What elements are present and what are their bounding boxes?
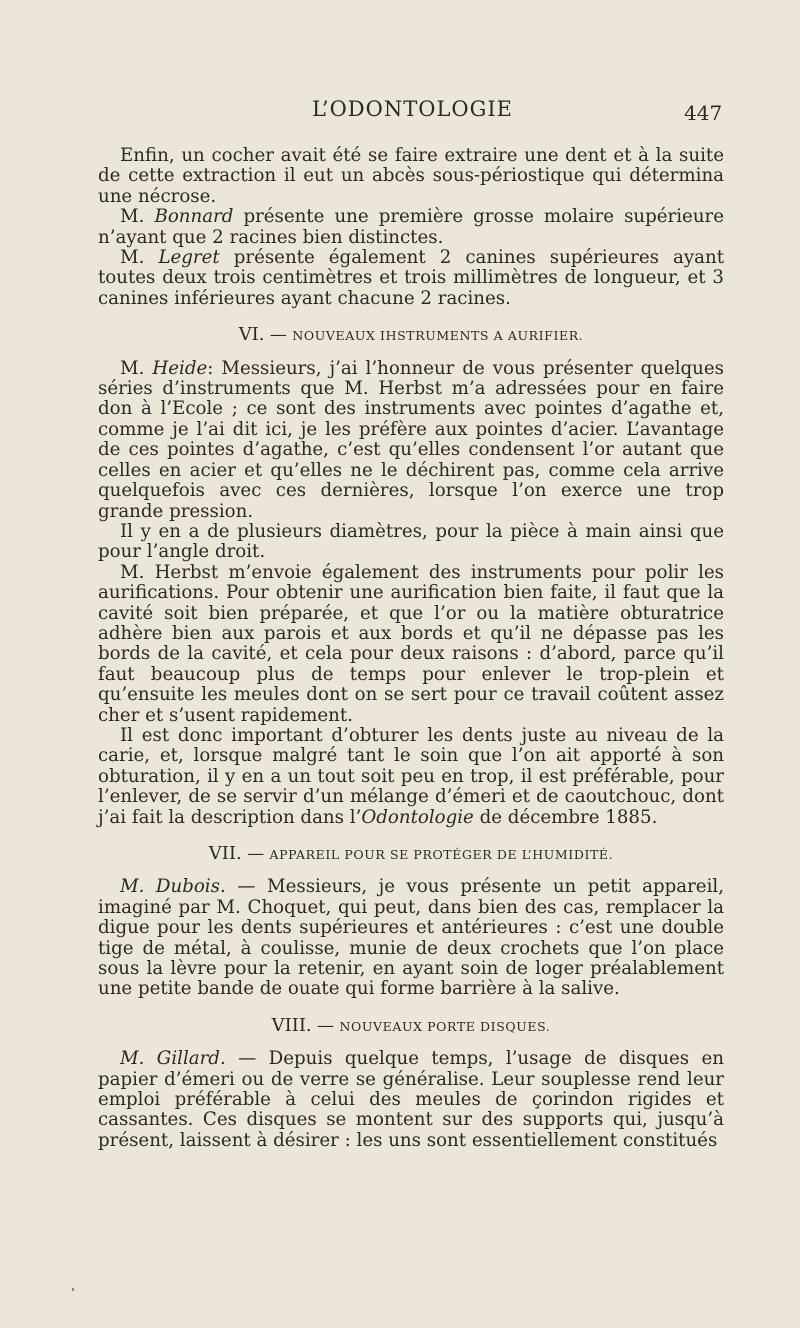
section-heading-vi [98,325,724,346]
section-title: NOUVEAUX PORTE DISQUES. [339,1018,551,1034]
speaker-name: M. Dubois. [120,876,226,898]
paragraph-herbst: M. Herbst m’envoie également des instruments pour polir les aurifications. Pour obtenir une aurification bien faite, il faut que la cavité soit bien préparée, et que l’or ou la matière obturatrice adhère bien aux parois et aux bords et qu’il ne dépasse pas les bords de la cavité, et cela pour deux raisons : d’abord, parce qu’il faut beaucoup plus de temps pour enlever le trop-plein et qu’ensuite les meules dont on se sert pour ce travail coûtent assez cher et s’usent rapidement. [98,561,724,726]
paragraph-bonnard [98,207,724,248]
section-heading-vii [98,844,724,865]
section-title: NOUVEAUX IHSTRUMENTS A AURIFIER. [292,328,584,344]
paragraph-obturer [98,726,724,828]
paragraph-text: — Depuis quelque temps, l’usage de disques en papier d’émeri ou de verre se généralise. Leur souplesse rend leur emploi préférable à celui des meules de çorindon rigides et cassantes. Ces disques se montent sur des supports qui, jusqu’à présent, laissent à désirer : les uns sont essentiellement constitués [98,1048,724,1151]
paragraph-suffix: de décembre 1885. [473,806,658,828]
section-dash: — [311,1015,340,1036]
paragraph-text: : Messieurs, j’ai l’honneur de vous présenter quelques séries d’instruments que M. Herbst m’a adressées pour en faire don à l’Ecole ; ce sont des instruments avec pointes d’agathe et, comme je l’ai dit ici, je les préfère aux pointes d’acier. L’avantage de ces pointes d’agathe, c’est qu’elles condensent l’or autant que celles en acier et qu’elles ne le déchirent pas, comme cela arrive quelquefois avec ces dernières, lorsque l’on exerce une trop grande pression. [98,357,724,522]
section-heading-viii [98,1016,724,1037]
paragraph-text: Il est donc important d’obturer les dents juste au niveau de la carie, et, lorsque malgré tant le soin que l’on ait apporté à son obturation, il y en a un tout soit peu en trop, il est préférable, pour l’enlever, de se servir d’un mélange d’émeri et de caoutchouc, dont j’ai fait la description dans l’ [98,724,724,828]
paragraph-gillard [98,1049,724,1151]
speaker-name: Heide [152,357,208,379]
paragraph-heide [98,359,724,522]
paragraph-text: présente une première grosse molaire supérieure n’ayant que 2 racines bien distinctes. [98,206,724,248]
paragraph-diametres: Il y en a de plusieurs diamètres, pour la pièce à main ainsi que pour l’angle droit. [98,520,724,563]
section-number: VI. [238,324,265,346]
body-text [98,146,724,1151]
speaker-prefix: M. [120,206,155,228]
section-dash: — [241,844,270,864]
page-number: 447 [684,101,723,125]
speaker-name: Bonnard [154,206,234,228]
section-title: APPAREIL POUR SE PROTÉGER DE L’HUMIDITÉ. [269,847,614,862]
page-header [0,97,800,127]
paragraph-text: — Messieurs, je vous présente un petit appareil, imaginé par M. Choquet, qui peut, dans bien des cas, remplacer la digue pour les dents supérieures et antérieures : c’est une double tige de métal, à coulisse, munie de deux crochets que l’on place sous la lèvre pour la retenir, en ayant soin de loger préalablement une petite bande de ouate qui forme barrière à la salive. [98,876,724,1000]
section-number: VIII. [271,1014,312,1036]
running-title: L’ODONTOLOGIE [312,97,514,121]
section-number: VII. [208,843,242,864]
speaker-name: Legret [158,247,220,269]
speaker-prefix: M. [120,247,159,269]
journal-title: Odontologie [361,806,474,828]
paragraph-dubois [98,877,724,999]
paragraph-text: présente également 2 canines supérieures ayant toutes deux trois centimètres et trois millimètres de longueur, et 3 canines inférieures ayant chacune 2 racines. [98,247,724,309]
speaker-name: M. Gillard. [120,1048,226,1070]
paper-speck [72,1288,74,1291]
speaker-prefix: M. [120,357,153,379]
paragraph-legret [98,248,724,309]
section-dash: — [264,325,293,346]
paragraph-extraction: Enfin, un cocher avait été se faire extraire une dent et à la suite de cette extraction il eut un abcès sous-périostique qui détermina une nécrose. [98,145,724,207]
